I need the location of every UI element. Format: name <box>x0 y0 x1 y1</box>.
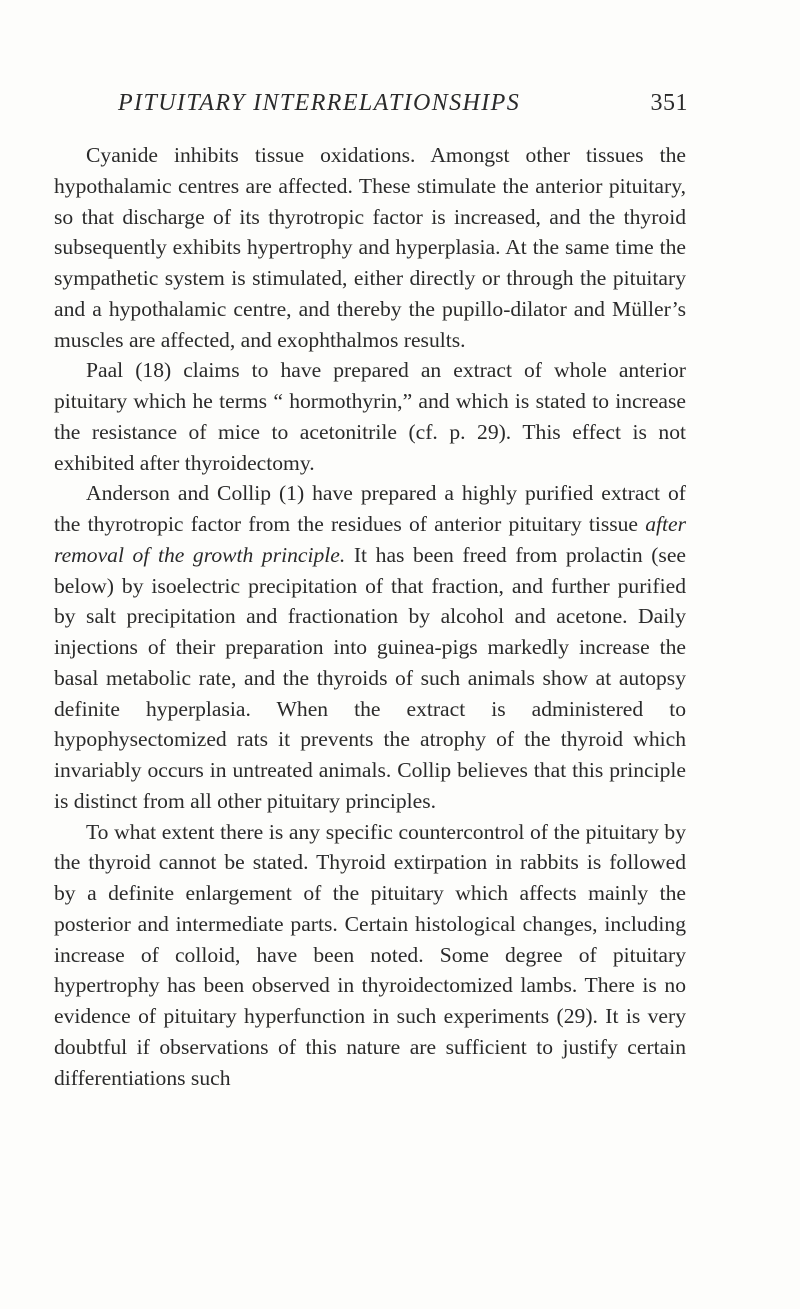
italic-phrase: after removal of the growth principle. <box>54 512 686 567</box>
paragraph-cyanide: Cyanide inhibits tissue oxidations. Amongst other tissues the hypothalamic centres are affected. These stimulate the anterior pituitary, so that discharge of its thyrotropic factor is increased, and the thyroid subsequently exhibits hypertrophy and hyperplasia. At the same time the sympathetic system is stimulated, either directly or through the pituitary and a hypothalamic centre, and thereby the pupillo-dilator and Müller’s muscles are affected, and exophthalmos results. <box>54 143 686 352</box>
running-title: PITUITARY INTERRELATIONSHIPS <box>118 90 521 116</box>
page-number: 351 <box>650 90 688 116</box>
paragraph-countercontrol: To what extent there is any specific countercontrol of the pituitary by the thyroid cannot be stated. Thyroid extirpation in rabbits is followed by a definite enlargement of the pituitary which affects mainly the posterior and intermediate parts. Certain histological changes, including increase of colloid, have been noted. Some degree of pituitary hypertrophy has been observed in thyroidectomized lambs. There is no evidence of pituitary hyperfunction in such experiments (29). It is very doubtful if observations of this nature are sufficient to justify certain differentiations such <box>54 819 686 1090</box>
running-head <box>118 90 688 122</box>
body-text <box>54 140 686 1093</box>
paragraph-anderson-collip <box>54 478 686 816</box>
paragraph-text-segment: Anderson and Collip (1) have prepared a highly purified extract of the thyrotropic factor from the residues of anterior pituitary tissue <box>54 481 686 536</box>
paragraph-text-segment: It has been freed from prolactin (see below) by isoelectric precipitation of that fraction, and further purified by salt precipitation and fractionation by alcohol and acetone. Daily injections of their preparation into guinea-pigs markedly increase the basal metabolic rate, and the thyroids of such animals show at autopsy definite hyperplasia. When the extract is administered to hypophysectomized rats it prevents the atrophy of the thyroid which invariably occurs in untreated animals. Collip believes that this principle is distinct from all other pituitary principles. <box>54 542 686 813</box>
paragraph-paal: Paal (18) claims to have prepared an extract of whole anterior pituitary which he terms “ hormothyrin,” and which is stated to increase the resistance of mice to acetonitrile (cf. p. 29). This effect is not exhibited after thyroidectomy. <box>54 358 686 475</box>
